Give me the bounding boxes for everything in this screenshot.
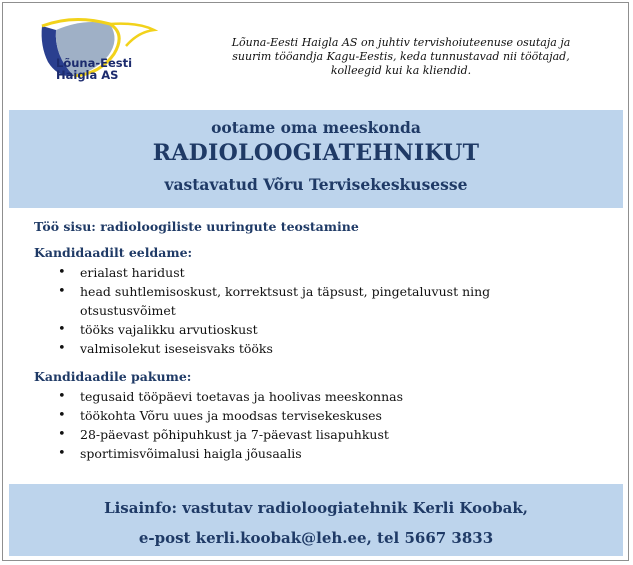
list-item: • tegusaid tööpäevi toetavas ja hoolivas meeskonnas [58,387,528,406]
logo-text [56,57,132,81]
requirements-list [58,263,528,358]
offers-heading: Kandidaadile pakume: [34,369,192,384]
logo-text-line1: Lõuna-Eesti [56,56,133,70]
list-item: • erialast haridust [58,263,528,282]
list-item: • sportimisvõimalusi haigla jõusaalis [58,444,528,463]
offers-list [58,387,528,463]
contact-footer [9,484,623,556]
requirements-heading: Kandidaadilt eeldame: [34,245,193,260]
contact-line2: e-post kerli.koobak@leh.ee, tel 5667 3833 [138,529,494,547]
list-item: • tööks vajalikku arvutioskust [58,320,528,339]
list-item: • 28-päevast põhipuhkust ja 7-päevast lisapuhkust [58,425,528,444]
hospital-logo-icon [34,16,166,94]
banner-line1: ootame oma meeskonda [211,118,421,137]
title-banner [9,110,623,208]
banner-line3: vastavatud Võru Tervisekeskusesse [164,175,468,194]
list-item: • töökohta Võru uues ja moodsas tervisekeskuses [58,406,528,425]
intro-line2: suurim tööandja Kagu-Eestis, keda tunnustavad nii töötajad, [232,50,570,63]
contact-line1: Lisainfo: vastutav radioloogiatehnik Kerli Koobak, [104,499,528,517]
company-intro [196,36,606,78]
logo-text-line2: Haigla AS [56,68,119,82]
job-duty: Töö sisu: radioloogiliste uuringute teostamine [34,219,359,234]
intro-line1: Lõuna-Eesti Haigla AS on juhtiv tervishoiuteenuse osutaja ja [231,36,571,49]
list-item: • head suhtlemisoskust, korrektsust ja täpsust, pingetaluvust ning otsustusvõimet [58,282,528,320]
intro-line3: kolleegid kui ka kliendid. [330,64,472,77]
list-item: • valmisolekut iseseisvaks tööks [58,339,528,358]
job-title: RADIOLOOGIATEHNIKUT [152,140,480,166]
